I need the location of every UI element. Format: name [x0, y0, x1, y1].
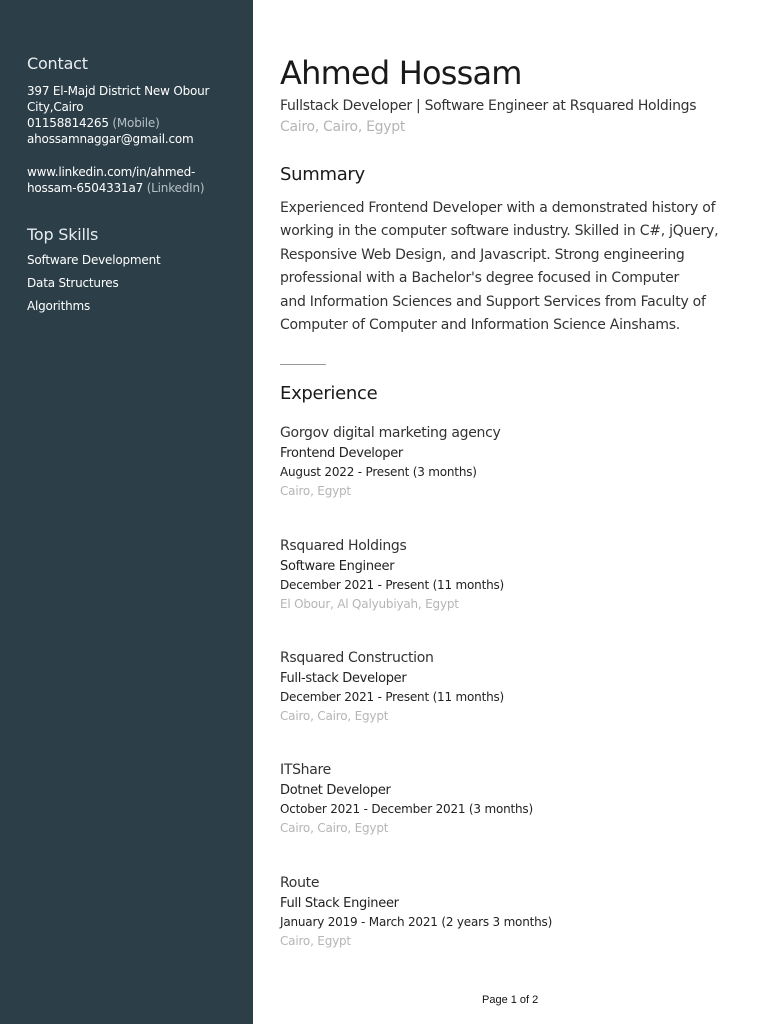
summary-heading: Summary — [280, 164, 365, 185]
phone-number: 01158814265 — [27, 116, 109, 130]
sidebar — [0, 0, 253, 1024]
summary-text — [280, 197, 720, 337]
page-number: Page 1 of 2 — [482, 994, 539, 1006]
job-dates: December 2021 - Present (11 months) — [280, 578, 505, 592]
skill-item: Data Structures — [27, 276, 119, 290]
skill-item: Algorithms — [27, 299, 91, 313]
job-company: Gorgov digital marketing agency — [280, 425, 501, 441]
job-role: Frontend Developer — [280, 446, 403, 461]
profile-headline: Fullstack Developer | Software Engineer at Rsquared Holdings — [280, 98, 697, 114]
summary-line: professional with a Bachelor's degree focused in Computer — [280, 270, 680, 287]
job-dates: December 2021 - Present (11 months) — [280, 690, 505, 704]
linkedin-url-end: hossam-6504331a7 — [27, 181, 144, 195]
job-location: El Obour, Al Qalyubiyah, Egypt — [280, 597, 459, 611]
summary-line: Experienced Frontend Developer with a demonstrated history of — [280, 200, 716, 216]
summary-line: Responsive Web Design, and Javascript. Strong engineering — [280, 246, 685, 263]
contact-address — [27, 83, 209, 147]
job-dates: August 2022 - Present (3 months) — [280, 465, 477, 479]
email-link[interactable]: ahossamnaggar@gmail.com — [27, 132, 194, 146]
job-location: Cairo, Egypt — [280, 934, 351, 948]
experience-heading: Experience — [280, 383, 378, 404]
experience-entry — [280, 761, 740, 837]
contact-heading: Contact — [27, 54, 88, 73]
job-role: Dotnet Developer — [280, 783, 391, 798]
summary-line: Computer of Computer and Information Science Ainshams. — [280, 317, 681, 334]
job-role: Full-stack Developer — [280, 671, 407, 686]
job-company: Route — [280, 875, 320, 891]
address-line-1: 397 El-Majd District New Obour — [27, 84, 210, 98]
summary-line: and Information Sciences and Support Services from Faculty of — [280, 293, 706, 310]
job-location: Cairo, Cairo, Egypt — [280, 821, 389, 835]
job-company: ITShare — [280, 762, 331, 778]
linkedin-type: (LinkedIn) — [146, 181, 205, 195]
profile-name: Ahmed Hossam — [280, 54, 522, 92]
address-line-2: City,Cairo — [27, 100, 84, 114]
experience-entry — [280, 537, 740, 613]
experience-entry — [280, 649, 740, 725]
linkedin-link[interactable] — [27, 164, 204, 196]
summary-line: working in the computer software industry. Skilled in C#, jQuery, — [280, 223, 719, 240]
job-dates: January 2019 - March 2021 (2 years 3 months) — [280, 915, 553, 929]
phone-line — [27, 115, 209, 131]
job-role: Full Stack Engineer — [280, 896, 399, 911]
experience-entry — [280, 424, 740, 500]
linkedin-line-1: www.linkedin.com/in/ahmed- — [27, 165, 196, 179]
profile-location: Cairo, Cairo, Egypt — [280, 119, 406, 135]
job-dates: October 2021 - December 2021 (3 months) — [280, 802, 533, 816]
job-company: Rsquared Holdings — [280, 538, 407, 554]
job-location: Cairo, Cairo, Egypt — [280, 709, 389, 723]
linkedin-line-2 — [27, 180, 204, 196]
section-divider — [280, 364, 326, 365]
job-company: Rsquared Construction — [280, 650, 434, 666]
phone-type: (Mobile) — [112, 116, 160, 130]
job-role: Software Engineer — [280, 559, 395, 574]
skill-item: Software Development — [27, 253, 161, 267]
experience-entry — [280, 874, 740, 950]
job-location: Cairo, Egypt — [280, 484, 351, 498]
top-skills-heading: Top Skills — [27, 225, 99, 244]
